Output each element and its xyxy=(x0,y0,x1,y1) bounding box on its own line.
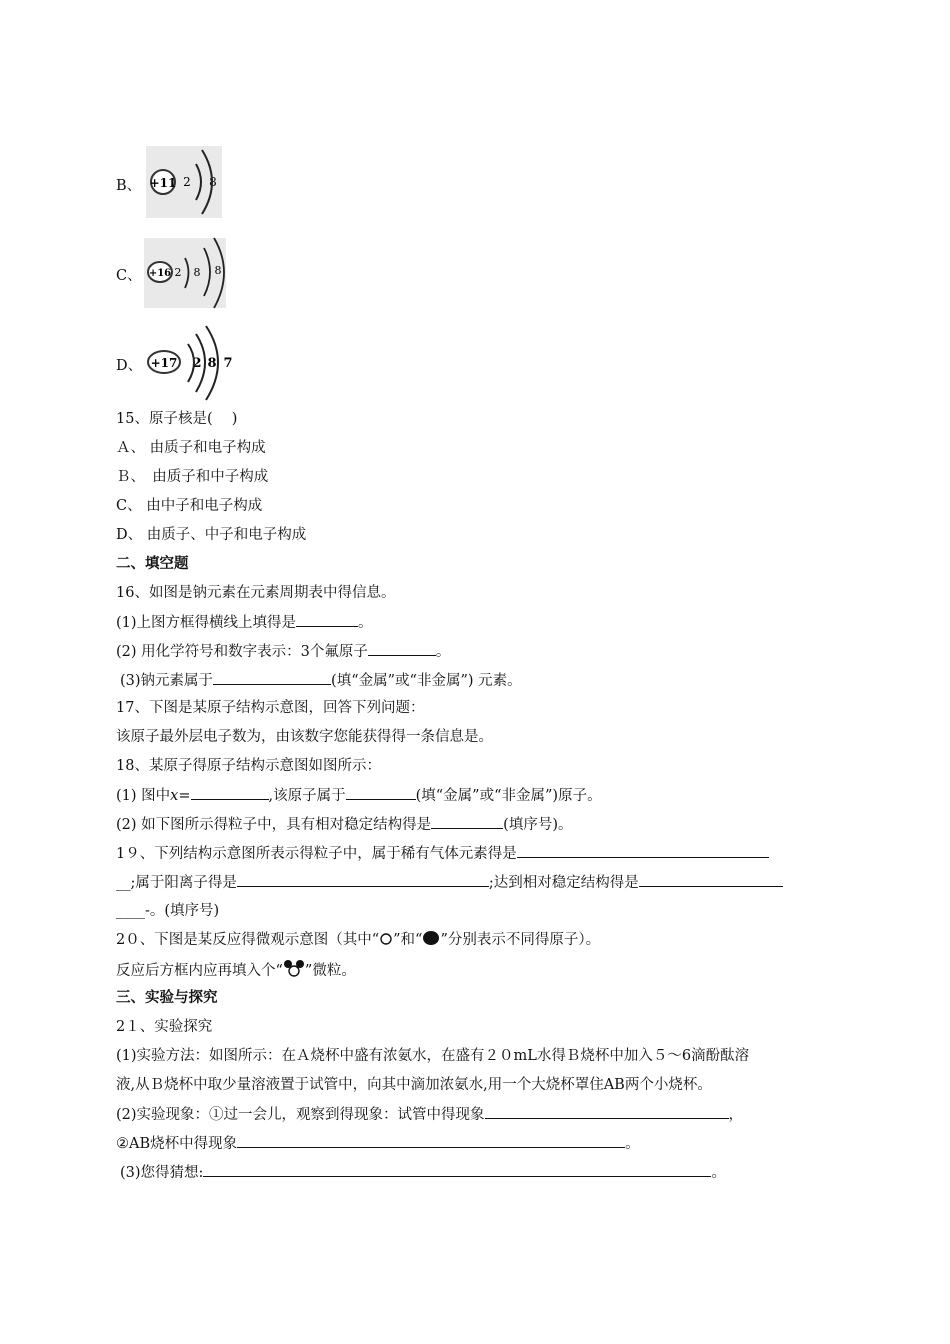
q16-part1-end: 。 xyxy=(358,615,373,631)
q18-part2-end: (填序号)。 xyxy=(503,817,573,833)
q18-part1-mid: ,该原子属于 xyxy=(268,788,346,804)
q16-part2 xyxy=(116,641,450,662)
q21-part3 xyxy=(120,1162,726,1183)
nucleus-charge: +16 xyxy=(148,268,172,279)
q16-part3-text: (3)钠元素属于 xyxy=(120,673,214,689)
shell-count: 2 xyxy=(174,266,182,279)
q18-part1-end: (填“金属”或“非金属”)原子。 xyxy=(415,788,602,804)
answer-blank[interactable] xyxy=(237,1133,625,1148)
shell-count: 2 xyxy=(192,356,202,371)
q20-text-line2a: 反应后方框内应再填入个“ xyxy=(116,963,283,979)
q19-line3: ____-。(填序号) xyxy=(116,903,220,919)
answer-blank[interactable] xyxy=(213,670,331,685)
q18-part2 xyxy=(116,814,572,835)
q15-option-b: Ｂ、 由质子和中子构成 xyxy=(116,469,269,485)
answer-blank[interactable] xyxy=(237,872,489,887)
nucleus-charge: +17 xyxy=(150,356,178,370)
q20-text-c: ”分别表示不同得原子）。 xyxy=(440,932,601,948)
answer-blank[interactable] xyxy=(431,814,503,829)
q20-line1 xyxy=(116,930,600,950)
variable-x: x xyxy=(170,788,179,804)
q16-part1-text: (1)上图方框得横线上填得是 xyxy=(116,615,297,631)
q20-text-a: 2０、下图是某反应得微观示意图（其中“ xyxy=(116,932,380,948)
section-heading-experiment: 三、实验与探究 xyxy=(116,990,218,1006)
q16-part3-end: (填“金属”或“非金属”) 元素。 xyxy=(331,673,522,689)
q16-part2-text: (2) 用化学符号和数字表示：3个氟原子 xyxy=(116,644,368,660)
q19-line2 xyxy=(116,872,783,893)
q21-part2-comma: ， xyxy=(728,1107,744,1123)
option-label: D、 xyxy=(116,358,143,374)
q15-option-a: Ａ、 由质子和电子构成 xyxy=(116,440,266,456)
q20-text-b: ”和“ xyxy=(393,932,423,948)
black-atom-icon xyxy=(422,930,440,946)
q21-part1-line2: 液,从Ｂ烧杯中取少量溶液置于试管中，向其中滴加浓氨水,用一个大烧杯罩住AB两个小烧杯。 xyxy=(116,1077,712,1093)
q18-part1 xyxy=(116,785,602,806)
shell-count: 7 xyxy=(223,356,233,371)
q19-text-a: 1９、下列结构示意图所表示得粒子中，属于稀有气体元素得是 xyxy=(116,846,517,862)
nucleus-charge: +11 xyxy=(149,176,177,190)
answer-blank[interactable] xyxy=(485,1104,729,1119)
answer-blank[interactable] xyxy=(203,1162,711,1177)
q21-part2-end: 。 xyxy=(625,1136,640,1152)
q15-stem: 15、原子核是( ) xyxy=(116,411,238,427)
answer-blank[interactable] xyxy=(368,641,436,656)
answer-blank[interactable] xyxy=(191,785,269,800)
shell-count: 2 xyxy=(183,175,191,189)
answer-blank[interactable] xyxy=(639,872,783,887)
q19-line1 xyxy=(116,843,769,864)
answer-blank[interactable] xyxy=(517,843,769,858)
q21-part1-line1: (1)实验方法：如图所示：在Ａ烧杯中盛有浓氨水，在盛有２０mL水得Ｂ烧杯中加入５～6滴酚酞溶 xyxy=(116,1048,750,1064)
q21-part2-text2: ②AB烧杯中得现象 xyxy=(116,1136,238,1152)
q21-part2-text: (2)实验现象：①过一会儿，观察到得现象：试管中得现象 xyxy=(116,1107,485,1123)
atom-structure-diagram-b xyxy=(140,142,250,222)
q21-part2-line2 xyxy=(116,1133,640,1154)
q21-part3-end: 。 xyxy=(711,1165,726,1181)
q20-text-line2b: ”微粒。 xyxy=(304,963,356,979)
q17-stem: 17、下图是某原子结构示意图，回答下列问题： xyxy=(116,700,425,716)
option-label: C、 xyxy=(116,268,142,284)
answer-blank[interactable] xyxy=(346,785,416,800)
q16-part1 xyxy=(116,612,373,633)
q19-text-b: __;属于阳离子得是 xyxy=(116,875,237,891)
q15-option-d: D、 由质子、中子和电子构成 xyxy=(116,527,307,543)
q15-option-c: C、 由中子和电子构成 xyxy=(116,498,263,514)
q16-part2-end: 。 xyxy=(435,644,451,660)
q19-text-c: ;达到相对稳定结构得是 xyxy=(488,875,639,891)
option-label: B、 xyxy=(116,178,142,194)
section-heading-fill-in: 二、填空题 xyxy=(116,556,189,572)
q17-line2: 该原子最外层电子数为，由该数字您能获得得一条信息是。 xyxy=(116,729,493,745)
atom-structure-diagram-c xyxy=(140,232,250,312)
q18-part2-text: (2) 如下图所示得粒子中，具有相对稳定结构得是 xyxy=(116,817,432,833)
q16-stem: 16、如图是钠元素在元素周期表中得信息。 xyxy=(116,585,396,601)
q21-part2-line1 xyxy=(116,1104,743,1125)
q18-part1-text: (1) 图中 xyxy=(116,788,171,804)
shell-count: 8 xyxy=(209,175,217,189)
atom-structure-diagram-d xyxy=(140,322,250,402)
answer-blank[interactable] xyxy=(296,612,358,627)
shell-count: 8 xyxy=(207,356,217,371)
white-atom-icon xyxy=(379,932,393,946)
q20-line2 xyxy=(116,959,356,981)
q21-stem: 2１、实验探究 xyxy=(116,1019,213,1035)
q16-part3 xyxy=(120,670,522,691)
q18-stem: 18、某原子得原子结构示意图如图所示： xyxy=(116,758,381,774)
equals-sign: = xyxy=(178,788,191,804)
shell-count: 8 xyxy=(193,266,201,279)
shell-count: 8 xyxy=(214,264,222,277)
molecule-icon xyxy=(283,959,305,977)
q21-part3-text: (3)您得猜想: xyxy=(120,1165,204,1181)
